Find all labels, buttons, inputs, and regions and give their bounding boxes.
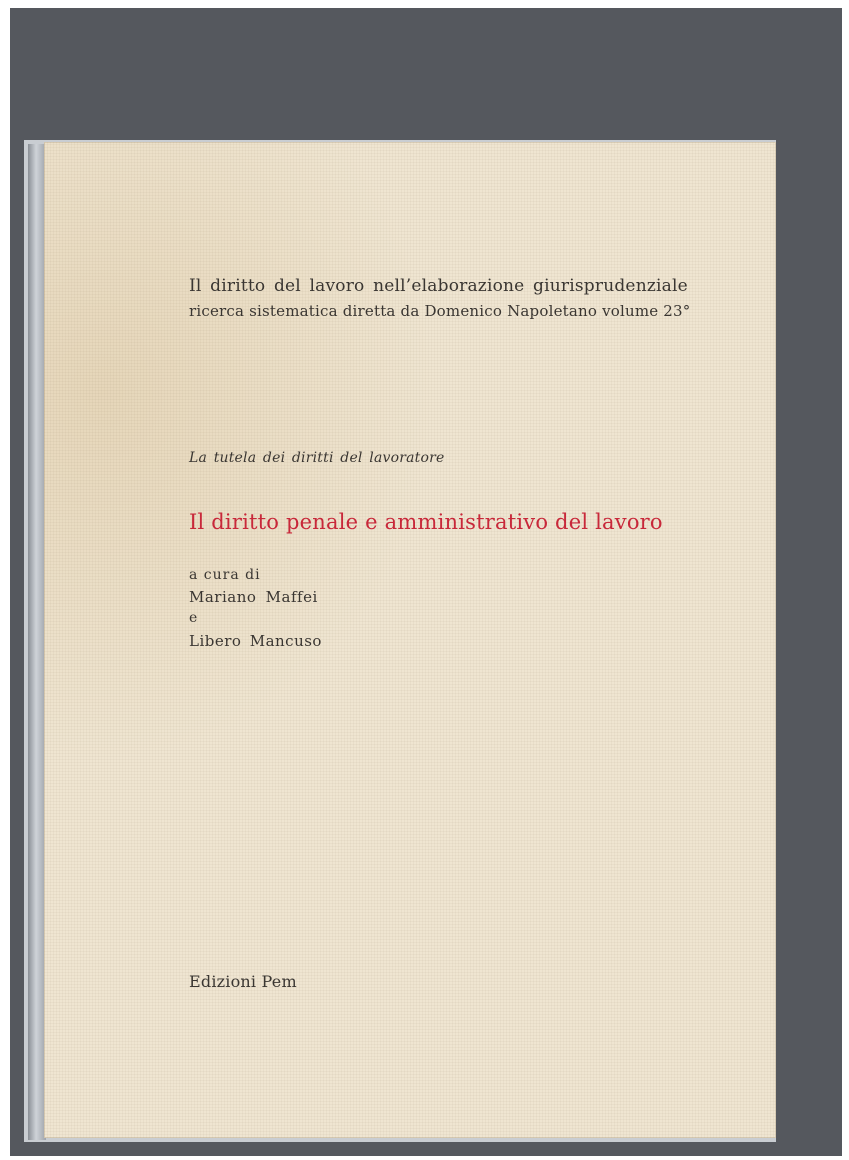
publisher-name: Edizioni Pem — [189, 972, 297, 991]
editor-conjunction: e — [189, 610, 198, 626]
book-title: Il diritto penale e amministrativo del lavoro — [189, 510, 663, 534]
book-cover — [44, 142, 776, 1138]
series-subtitle: ricerca sistematica diretta da Domenico Napoletano volume 23° — [189, 302, 691, 320]
series-title: Il diritto del lavoro nell’elaborazione giurisprudenziale — [189, 276, 688, 296]
editor-name-1: Mariano Maffei — [189, 588, 318, 606]
book-subtitle: La tutela dei diritti del lavoratore — [189, 450, 445, 466]
editor-name-2: Libero Mancuso — [189, 632, 322, 650]
curatela-label: a cura di — [189, 567, 261, 583]
